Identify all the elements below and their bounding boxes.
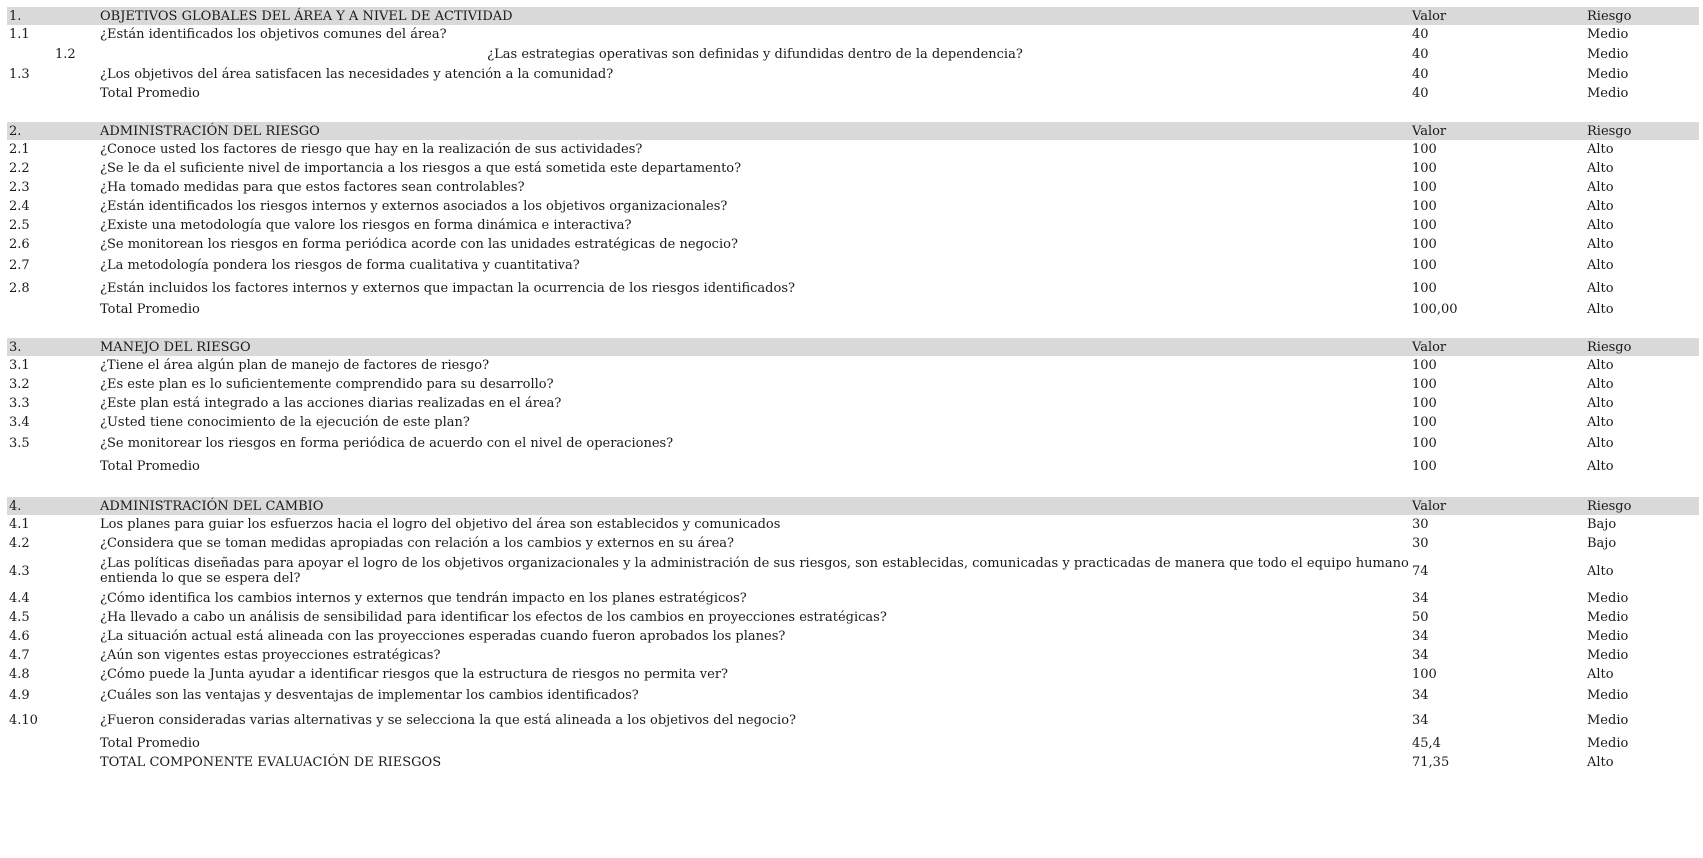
total-value: 100 [1412,459,1437,474]
value-column-header: Valor [1410,338,1585,356]
item-value: 100 [1412,396,1437,411]
risk-evaluation-table [7,7,1699,772]
section-header [7,7,1699,25]
item-risk: Medio [1587,610,1629,625]
item-risk: Alto [1587,199,1614,214]
section-header [7,497,1699,515]
item-question: ¿Usted tiene conocimiento de la ejecución de este plan? [100,415,470,430]
item-number: 4.8 [9,667,30,682]
item-risk: Medio [1587,629,1629,644]
section-header [7,338,1699,356]
table-row [7,665,1699,684]
table-row [7,646,1699,665]
item-value: 100 [1412,358,1437,373]
grand-total-label: TOTAL COMPONENTE EVALUACIÓN DE RIESGOS [100,755,442,770]
item-value: 100 [1412,161,1437,176]
table-row [7,707,1699,734]
grand-total-number-cell [7,753,98,772]
risk-column-header: Riesgo [1585,338,1699,356]
item-risk: Bajo [1587,536,1617,551]
spacer-row [7,319,1699,338]
item-question: ¿Considera que se toman medidas apropiadas con relación a los cambios y externos en su área? [100,536,735,551]
table-row [7,515,1699,534]
section-number: 2. [7,122,98,140]
item-value: 100 [1412,258,1437,273]
table-row [7,235,1699,254]
item-risk: Medio [1587,67,1629,82]
item-risk: Alto [1587,563,1614,579]
table-row [7,140,1699,159]
risk-column-header: Riesgo [1585,122,1699,140]
item-question: ¿Tiene el área algún plan de manejo de factores de riesgo? [100,358,490,373]
item-risk: Alto [1587,436,1614,451]
item-question: ¿Están identificados los riesgos internos y externos asociados a los objetivos organizacionales? [100,199,728,214]
item-value: 30 [1412,536,1429,551]
item-value: 100 [1412,667,1437,682]
item-number: 2.1 [9,142,30,157]
item-question: ¿Aún son vigentes estas proyecciones estratégicas? [100,648,441,663]
item-risk: Medio [1587,47,1629,62]
item-risk: Alto [1587,281,1614,296]
value-column-header: Valor [1410,7,1585,25]
item-question: ¿Cuáles son las ventajas y desventajas de implementar los cambios identificados? [100,688,639,703]
table-row [7,375,1699,394]
item-number: 3.1 [9,358,30,373]
item-value: 40 [1412,47,1429,62]
total-row [7,300,1699,319]
total-value: 40 [1412,86,1429,101]
table-row [7,608,1699,627]
table-row [7,25,1699,44]
total-risk: Alto [1587,459,1614,474]
item-risk: Medio [1587,27,1629,42]
item-number: 3.5 [9,436,30,451]
risk-evaluation-sheet [7,7,1699,772]
item-question: ¿Están identificados los objetivos comunes del área? [100,27,447,42]
item-number: 2.3 [9,180,30,195]
item-number: 4.1 [9,517,30,532]
item-value: 100 [1412,281,1437,296]
risk-column-header: Riesgo [1585,7,1699,25]
table-row [7,159,1699,178]
item-risk: Alto [1587,258,1614,273]
item-value: 34 [1412,688,1429,703]
item-value: 40 [1412,67,1429,82]
item-value: 100 [1412,180,1437,195]
item-question: ¿Ha tomado medidas para que estos factores sean controlables? [100,180,525,195]
total-number-cell [7,734,98,753]
section-title: ADMINISTRACIÓN DEL CAMBIO [98,497,1410,515]
table-row [7,65,1699,84]
table-row [7,44,1699,65]
item-question: ¿Las políticas diseñadas para apoyar el logro de los objetivos organizacionales y la administración de sus riesgos, son establecidas, comunicadas y practicadas de manera que todo el equipo humano entienda lo que se espera del? [100,556,1409,586]
total-value: 45,4 [1412,736,1441,751]
item-risk: Alto [1587,396,1614,411]
item-risk: Medio [1587,688,1629,703]
total-row [7,734,1699,753]
item-question: ¿Fueron consideradas varias alternativas y se selecciona la que está alineada a los objetivos del negocio? [100,713,796,728]
item-number: 1.1 [9,27,30,42]
item-number: 1.2 [55,47,76,62]
item-risk: Alto [1587,142,1614,157]
item-question: ¿Conoce usted los factores de riesgo que hay en la realización de sus actividades? [100,142,643,157]
item-number: 2.8 [9,281,30,296]
table-row [7,534,1699,553]
item-question: ¿La situación actual está alineada con las proyecciones esperadas cuando fueron aprobados los planes? [100,629,786,644]
item-value: 40 [1412,27,1429,42]
section-number: 3. [7,338,98,356]
item-number: 4.4 [9,591,30,606]
spacer-row [7,103,1699,122]
item-risk: Alto [1587,667,1614,682]
item-risk: Alto [1587,358,1614,373]
item-number: 3.2 [9,377,30,392]
item-value: 50 [1412,610,1429,625]
section-number: 4. [7,497,98,515]
table-row [7,356,1699,375]
section-title: MANEJO DEL RIESGO [98,338,1410,356]
section-title: OBJETIVOS GLOBALES DEL ÁREA Y A NIVEL DE ACTIVIDAD [98,7,1410,25]
item-question: ¿Este plan está integrado a las acciones diarias realizadas en el área? [100,396,562,411]
item-risk: Medio [1587,713,1629,728]
item-value: 30 [1412,517,1429,532]
total-label: Total Promedio [100,736,200,751]
table-row [7,254,1699,277]
item-question: ¿Cómo identifica los cambios internos y externos que tendrán impacto en los planes estratégicos? [100,591,747,606]
total-number-cell [7,84,98,103]
item-risk: Medio [1587,591,1629,606]
value-column-header: Valor [1410,122,1585,140]
table-row [7,277,1699,300]
table-row [7,216,1699,235]
total-number-cell [7,300,98,319]
total-risk: Medio [1587,736,1629,751]
item-question: ¿Las estrategias operativas son definidas y difundidas dentro de la dependencia? [487,47,1023,62]
table-row [7,627,1699,646]
grand-total-value: 71,35 [1412,755,1450,770]
item-question: ¿Se monitorear los riesgos en forma periódica de acuerdo con el nivel de operaciones? [100,436,674,451]
risk-column-header: Riesgo [1585,497,1699,515]
item-number: 2.2 [9,161,30,176]
total-label: Total Promedio [100,86,200,101]
item-value: 34 [1412,629,1429,644]
item-number: 3.4 [9,415,30,430]
item-number: 2.7 [9,258,30,273]
table-row [7,589,1699,608]
item-question: ¿Es este plan es lo suficientemente comprendido para su desarrollo? [100,377,554,392]
item-question: ¿La metodología pondera los riesgos de forma cualitativa y cuantitativa? [100,258,580,273]
item-question: ¿Existe una metodología que valore los riesgos en forma dinámica e interactiva? [100,218,632,233]
item-number: 1.3 [9,67,30,82]
item-value: 34 [1412,591,1429,606]
total-number-cell [7,455,98,478]
item-question: ¿Cómo puede la Junta ayudar a identificar riesgos que la estructura de riesgos no permita ver? [100,667,729,682]
item-value: 34 [1412,713,1429,728]
item-risk: Bajo [1587,517,1617,532]
total-label: Total Promedio [100,459,200,474]
item-risk: Alto [1587,237,1614,252]
item-question: ¿Ha llevado a cabo un análisis de sensibilidad para identificar los efectos de los cambios en proyecciones estratégicas? [100,610,887,625]
grand-total-risk: Alto [1587,755,1614,770]
table-row [7,553,1699,589]
item-question: ¿Están incluidos los factores internos y externos que impactan la ocurrencia de los riesgos identificados? [100,281,795,296]
table-row [7,394,1699,413]
item-value: 34 [1412,648,1429,663]
section-header [7,122,1699,140]
item-number: 4.7 [9,648,30,663]
item-value: 100 [1412,377,1437,392]
total-label: Total Promedio [100,302,200,317]
value-column-header: Valor [1410,497,1585,515]
item-question: ¿Se le da el suficiente nivel de importancia a los riesgos a que está sometida este departamento? [100,161,742,176]
section-number: 1. [7,7,98,25]
table-row [7,197,1699,216]
item-number: 4.2 [9,536,30,551]
table-row [7,684,1699,707]
item-number: 4.10 [9,713,38,728]
spacer-row [7,478,1699,497]
item-number: 3.3 [9,396,30,411]
item-number: 4.3 [9,563,30,579]
table-row [7,413,1699,432]
item-risk: Alto [1587,218,1614,233]
item-value: 100 [1412,237,1437,252]
total-risk: Medio [1587,86,1629,101]
item-number: 4.9 [9,688,30,703]
table-row [7,178,1699,197]
total-risk: Alto [1587,302,1614,317]
section-title: ADMINISTRACIÓN DEL RIESGO [98,122,1410,140]
item-number: 2.6 [9,237,30,252]
item-question: ¿Se monitorean los riesgos en forma periódica acorde con las unidades estratégicas de negocio? [100,237,738,252]
item-value: 100 [1412,415,1437,430]
item-risk: Alto [1587,415,1614,430]
item-number: 4.5 [9,610,30,625]
item-number: 2.5 [9,218,30,233]
item-risk: Alto [1587,161,1614,176]
item-value: 74 [1412,563,1429,579]
item-value: 100 [1412,218,1437,233]
grand-total-row [7,753,1699,772]
item-value: 100 [1412,142,1437,157]
item-risk: Alto [1587,180,1614,195]
total-row [7,84,1699,103]
total-row [7,455,1699,478]
item-risk: Alto [1587,377,1614,392]
item-value: 100 [1412,436,1437,451]
item-value: 100 [1412,199,1437,214]
total-value: 100,00 [1412,302,1458,317]
table-row [7,432,1699,455]
item-question: Los planes para guiar los esfuerzos hacia el logro del objetivo del área son establecidos y comunicados [100,517,781,532]
item-question: ¿Los objetivos del área satisfacen las necesidades y atención a la comunidad? [100,67,614,82]
item-number: 2.4 [9,199,30,214]
item-number: 4.6 [9,629,30,644]
item-risk: Medio [1587,648,1629,663]
